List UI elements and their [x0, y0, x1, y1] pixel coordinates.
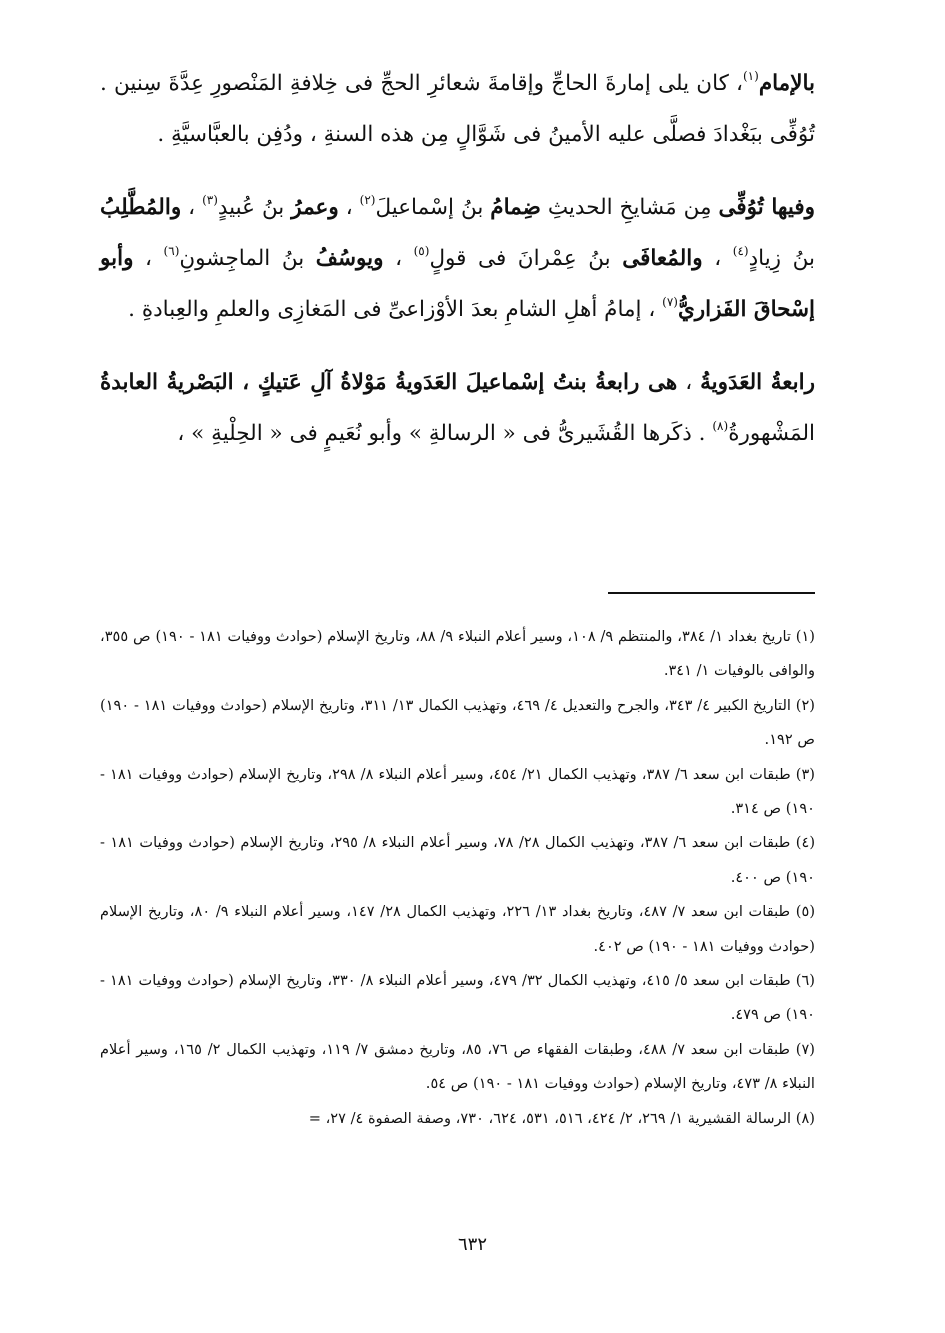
paragraph-1 [100, 58, 815, 160]
footnote-marker: (٦) [163, 244, 180, 258]
text-run: المَشْهورةُ [728, 421, 815, 446]
text-run: بنُ زِيادٍ [748, 246, 815, 271]
bold-text: ويوسُفُ [315, 246, 384, 271]
footnote-7: (٧) طبقات ابن سعد ٧/ ٤٨٨، وطبقات الفقهاء ص ٧٦، ٨٥، وتاريخ دمشق ٧/ ١١٩، وتهذيب الكمال ٢/ ١٦٥، وسير أعلام النبلاء ٨/ ٤٧٣، وتاريخ الإسلام (حوادث ووفيات ١٨١ - ١٩٠) ص ٥٤. [100, 1040, 815, 1093]
footnote-separator [608, 592, 815, 594]
bold-text: وفيها تُوُفِّى [718, 195, 815, 220]
footnote-4: (٤) طبقات ابن سعد ٦/ ٣٨٧، وتهذيب الكمال ٢٨/ ٧٨، وسير أعلام النبلاء ٨/ ٢٩٥، وتاريخ الإسلام (حوادث ووفيات ١٨١ - ١٩٠) ص ٤٠٠. [100, 834, 816, 886]
text-run: بنُ عِمْرانَ فى قولٍ [429, 246, 623, 271]
text-run: ، [383, 246, 414, 271]
text-run: ، [677, 370, 701, 395]
bold-text: وأبو إسْحاقَ الفَزاريُّ [100, 246, 815, 322]
footnote-marker: (٧) [662, 295, 678, 309]
text-run: بنُ إسْماعيلَ [375, 195, 491, 220]
text-run: ، إمامُ أهلِ الشامِ بعدَ الأوْزاعىِّ فى المَغازِى والعلمِ والعِبادةِ . [128, 297, 663, 322]
footnote-marker: (٥) [413, 244, 430, 258]
bold-text: وعمرُ [291, 195, 339, 220]
footnote-2: (٢) التاريخ الكبير ٤/ ٣٤٣، والجرح والتعديل ٤/ ٤٦٩، وتهذيب الكمال ١٣/ ٣١١، وتاريخ الإسلام (حوادث ووفيات ١٨١ - ١٩٠) ص ١٩٢. [100, 696, 815, 749]
footnote-marker: (٣) [202, 193, 218, 207]
text-run: ، [181, 195, 203, 220]
bold-text: والمُعافَى [622, 246, 703, 271]
footnote-1: (١) تاريخ بغداد ١/ ٣٨٤، والمنتظم ٩/ ١٠٨، وسير أعلام النبلاء ٩/ ٨٨، وتاريخ الإسلام (حوادث ووفيات ١٨١ - ١٩٠) ص ٣٥٥، والوافى بالوفيات ١/ ٣٤١. [100, 628, 815, 680]
page-number: ٦٣٢ [457, 1234, 487, 1255]
footnote-marker: (٤) [732, 244, 749, 258]
text-run: بنُ الماجِشونِ [179, 246, 316, 271]
text-run: ، كان يلى إمارةَ الحاجِّ وإقامةَ شعائرِ الحجِّ فى خِلافةِ المَنْصورِ عِدَّةَ سِنين . تُوُفِّى ببَغْدادَ فصلَّى عليه الأمينُ فى شَوَّالٍ مِن هذه السنةِ ، ودُفِن بالعبَّاسيَّةِ . [100, 71, 815, 147]
footnote-marker: (١) [742, 69, 759, 83]
bold-text: والمُطَّلِبُ [100, 195, 182, 220]
text-run: . ذكَرها القُشَيرىُّ فى « الرسالةِ » وأبو نُعَيمٍ فى « الحِلْيةِ » ، [177, 421, 713, 446]
bold-text: هى رابعةُ بنتُ إسْماعيلَ العَدَويةُ مَوْلاةُ آلِ عَتيكٍ ، البَصْريةُ العابدةُ [100, 370, 678, 395]
paragraph-2 [100, 182, 815, 335]
text-run: مِن مَشايخِ الحديثِ [540, 195, 719, 220]
paragraph-3 [100, 357, 815, 459]
footnote-3: (٣) طبقات ابن سعد ٦/ ٣٨٧، وتهذيب الكمال ٢١/ ٤٥٤، وسير أعلام النبلاء ٨/ ٢٩٨، وتاريخ الإسلام (حوادث ووفيات ١٨١ - ١٩٠) ص ٣١٤. [100, 765, 815, 818]
bold-text: بالإمام [758, 71, 815, 96]
main-text [100, 58, 815, 481]
footnote-5: (٥) طبقات ابن سعد ٧/ ٤٨٧، وتاريخ بغداد ١٣/ ٢٢٦، وتهذيب الكمال ٢٨/ ١٤٧، وسير أعلام النبلاء ٩/ ٨٠، وتاريخ الإسلام (حوادث ووفيات ١٨١ - ١٩٠) ص ٤٠٢. [100, 903, 816, 955]
text-run: ، [338, 195, 360, 220]
text-run: ، [133, 246, 164, 271]
footnote-marker: (٢) [359, 193, 376, 207]
footnote-8: (٨) الرسالة القشيرية ١/ ٢٦٩، ٢/ ٤٢٤، ٥١٦، ٥٣١، ٦٢٤، ٧٣٠، وصفة الصفوة ٤/ ٢٧، = [308, 1109, 815, 1127]
bold-text: رابعةُ العَدَويةُ [700, 370, 815, 395]
bold-text: ضِمامُ [490, 195, 541, 220]
footnote-6: (٦) طبقات ابن سعد ٥/ ٤١٥، وتهذيب الكمال ٣٢/ ٤٧٩، وسير أعلام النبلاء ٨/ ٣٣٠، وتاريخ الإسلام (حوادث ووفيات ١٨١ - ١٩٠) ص ٤٧٩. [100, 972, 815, 1024]
footnotes [100, 620, 815, 1136]
text-run: بنُ عُبيدٍ [217, 195, 292, 220]
text-run: ، [702, 246, 733, 271]
footnote-marker: (٨) [712, 419, 729, 433]
